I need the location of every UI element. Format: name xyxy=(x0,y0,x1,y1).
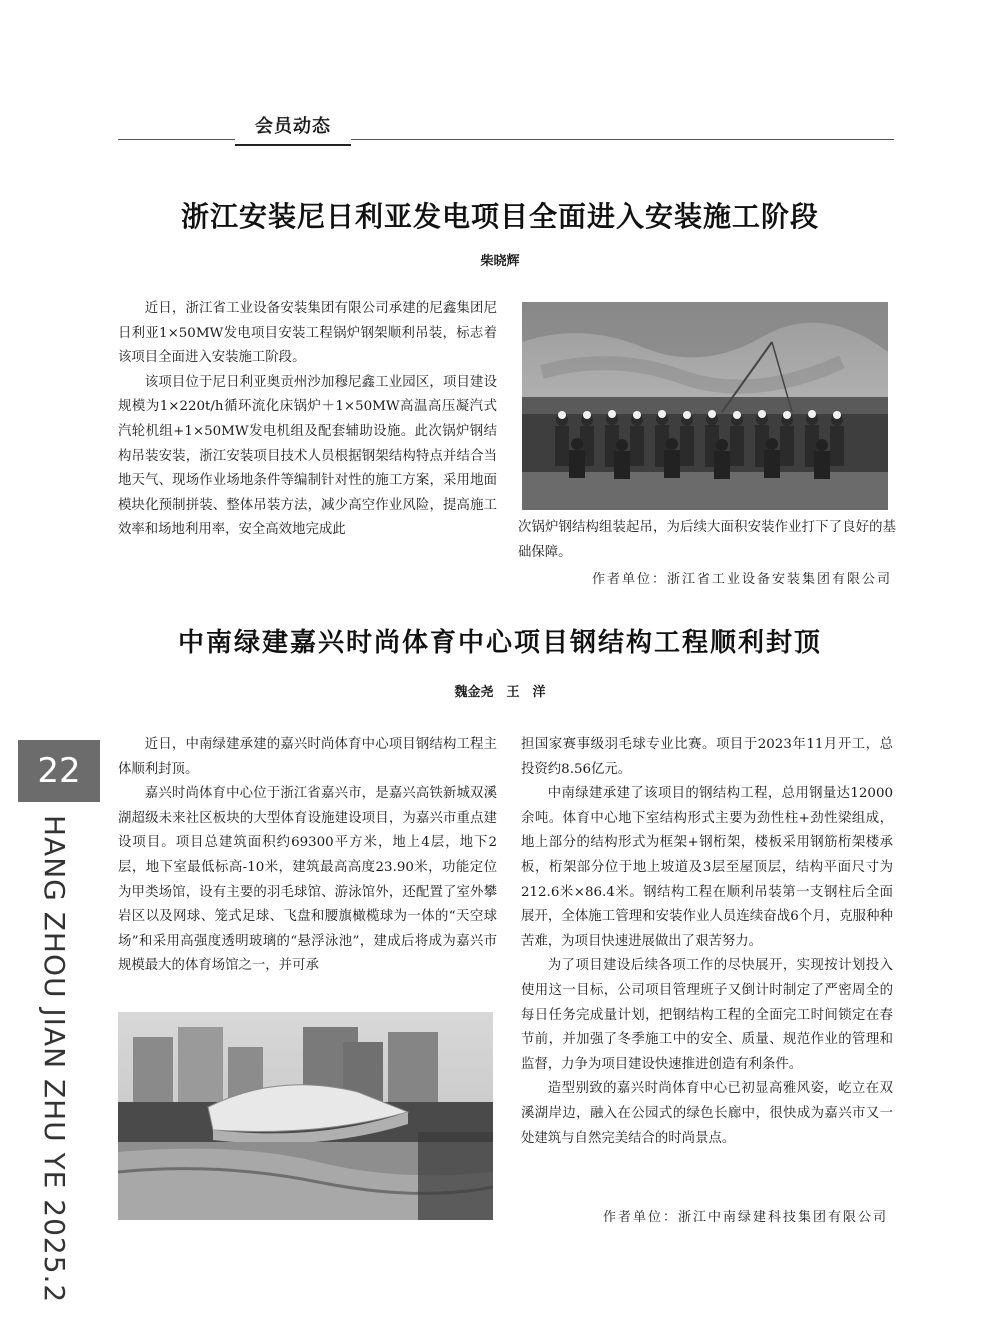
article2-paragraph: 担国家赛事级羽毛球专业比赛。项目于2023年11月开工，总投资约8.56亿元。 xyxy=(521,737,893,777)
article2-right-column xyxy=(521,733,893,1151)
sports-center-rendering xyxy=(118,1012,493,1220)
section-rule-right xyxy=(351,139,894,140)
article1-continuation xyxy=(518,516,896,565)
journal-name-vertical: HANG ZHOU JIAN ZHU YE 2025.2 xyxy=(38,815,71,1304)
section-header xyxy=(118,112,894,146)
article1-author: 柴晓辉 xyxy=(480,254,520,269)
article2-affiliation: 作者单位：浙江中南绿建科技集团有限公司 xyxy=(602,1210,888,1225)
article1-title: 浙江安装尼日利亚发电项目全面进入安装施工阶段 xyxy=(180,200,819,233)
article1-paragraph: 该项目位于尼日利亚奥贡州沙加穆尼鑫工业园区，项目建设规模为1×220t/h循环流化床锅炉＋1×50MW高温高压凝汽式汽轮机组+1×50MW发电机组及配套辅助设施。此次锅炉钢结构吊装安装，浙江安装项目技术人员根据钢架结构特点并结合当地天气、现场作业场地条件等编制针对性的施工方案，采用地面模块化预制拼装、整体吊装方法，减少高空作业风险，提高施工效率和场地利用率，安全高效地完成此 xyxy=(118,374,497,538)
article2-left-column xyxy=(118,733,497,979)
article2-paragraph: 嘉兴时尚体育中心位于浙江省嘉兴市，是嘉兴高铁新城双溪湖超级未来社区板块的大型体育设施建设项目，为嘉兴市重点建设项目。项目总建筑面积约69300平方米，地上4层，地下2层，地下室最低标高-10米，建筑最高高度23.90米，功能定位为甲类场馆，设有主要的羽毛球馆、游泳馆外，还配置了室外攀岩区以及网球、笼式足球、飞盘和腰旗橄榄球为一体的“天空球场”和采用高强度透明玻璃的“悬浮泳池”，建成后将成为嘉兴市规模最大的体育场馆之一，并可承 xyxy=(118,786,497,974)
article2-paragraph: 中南绿建承建了该项目的钢结构工程，总用钢量达12000余吨。体育中心地下室结构形式主要为劲性柱+劲性梁组成，地上部分的结构形式为框架+钢桁架，楼板采用钢筋桁架楼承板，桁架部分位于地上坡道及3层至屋顶层，结构平面尺寸为212.6米×86.4米。钢结构工程在顺利吊装第一支钢柱后全面展开，全体施工管理和安装作业人员连续奋战6个月，克服种种苦难，为项目快速进展做出了艰苦努力。 xyxy=(521,786,893,949)
article2-paragraph: 近日，中南绿建承建的嘉兴时尚体育中心项目钢结构工程主体顺利封顶。 xyxy=(118,737,497,777)
article2-authors: 魏金尧 王 洋 xyxy=(454,685,546,700)
article1-affiliation: 作者单位：浙江省工业设备安装集团有限公司 xyxy=(591,572,892,587)
article2-title: 中南绿建嘉兴时尚体育中心项目钢结构工程顺利封顶 xyxy=(177,628,822,658)
article1-paragraph-continued: 次锅炉钢结构组装起吊，为后续大面积安装作业打下了良好的基础保障。 xyxy=(518,520,896,560)
section-rule-left xyxy=(118,139,235,140)
page-number: 22 xyxy=(18,740,100,802)
article2-paragraph: 造型别致的嘉兴时尚体育中心已初显高雅风姿，屹立在双溪湖岸边，融入在公园式的绿色长廊中，很快成为嘉兴市又一处建筑与自然完美结合的时尚景点。 xyxy=(521,1081,893,1146)
team-group-photo xyxy=(522,302,888,510)
section-label: 会员动态 xyxy=(235,112,351,146)
article2-paragraph: 为了项目建设后续各项工作的尽快展开，实现按计划投入使用这一目标，公司项目管理班子又倒计时制定了严密周全的每日任务完成量计划，把钢结构工程的全面完工时间锁定在春节前，并加强了冬季施工中的安全、质量、规范作业的管理和监督，力争为项目建设快速推进创造有利条件。 xyxy=(521,958,893,1072)
article1-body xyxy=(118,297,497,543)
article1-paragraph: 近日，浙江省工业设备安装集团有限公司承建的尼鑫集团尼日利亚1×50MW发电项目安装工程锅炉钢架顺利吊装，标志着该项目全面进入安装施工阶段。 xyxy=(118,301,497,366)
